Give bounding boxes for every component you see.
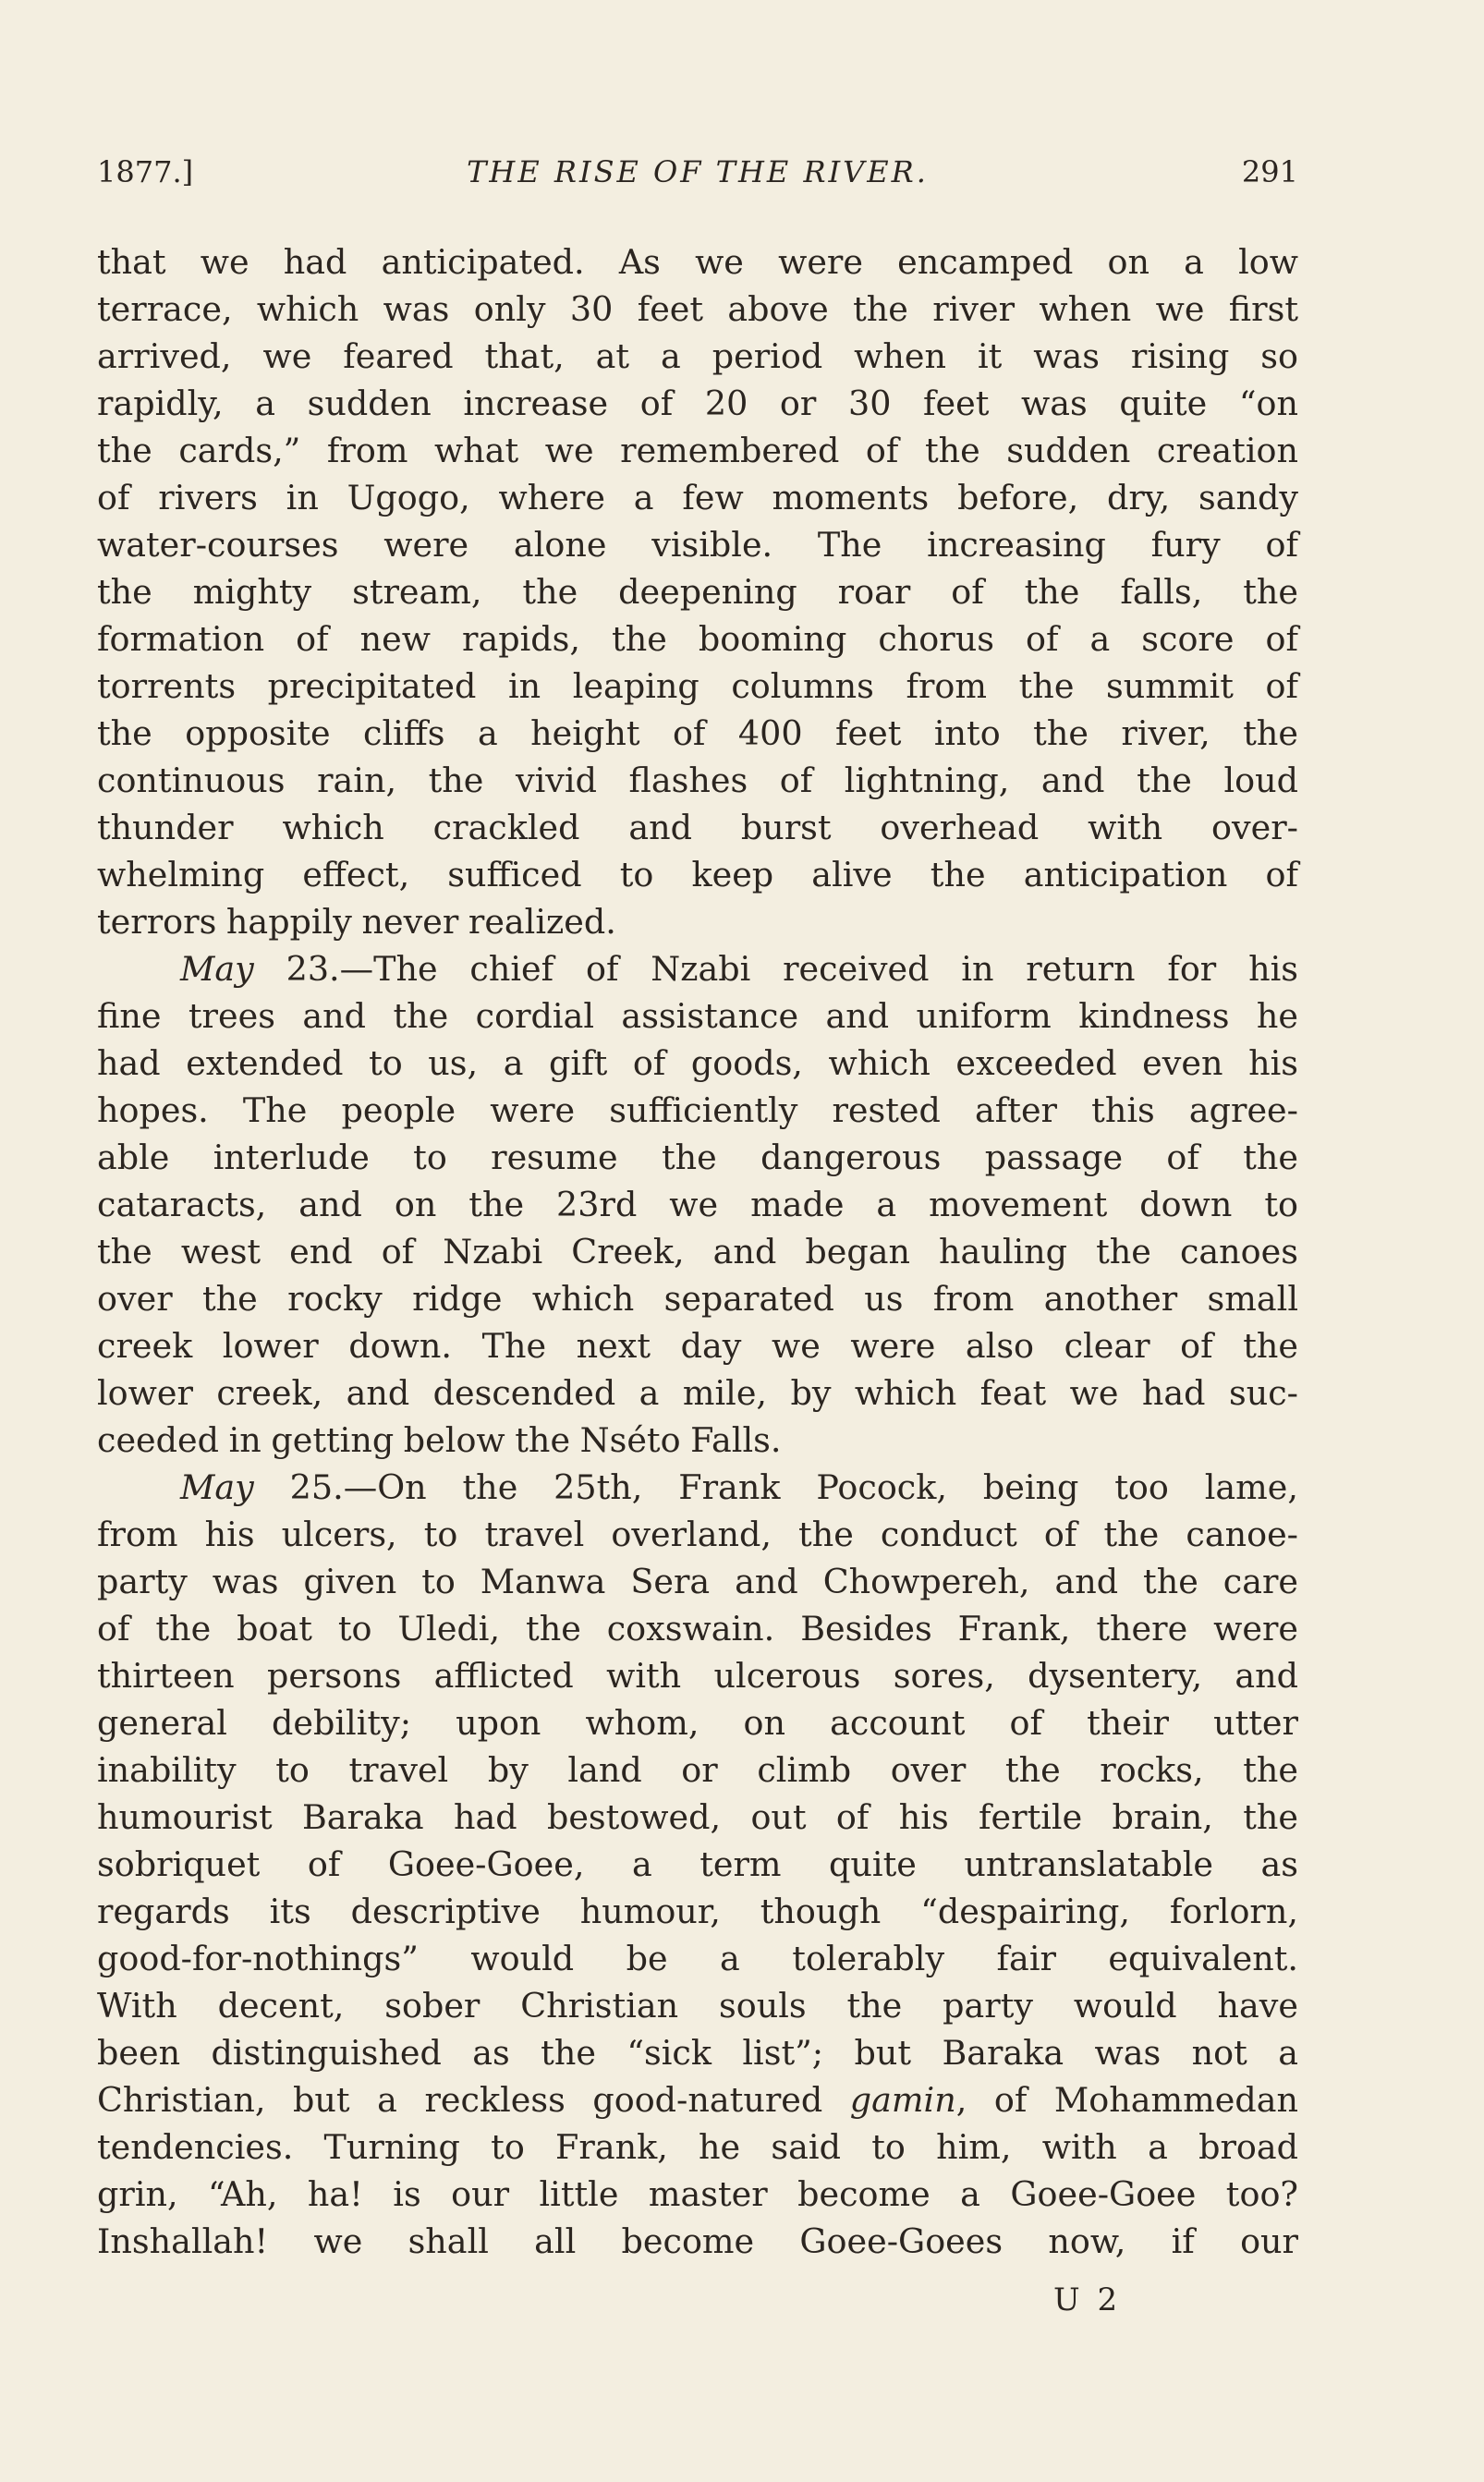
paragraph-opening-line: [97, 1464, 1298, 1511]
line-text: Christian, but a reckless good-natured: [97, 2080, 850, 2120]
text-line: of the boat to Uledi, the coxswain. Besides Frank, there were: [97, 1609, 1298, 1649]
text-line: hopes. The people were sufficiently rested after this agree-: [97, 1090, 1298, 1130]
text-line: rapidly, a sudden increase of 20 or 30 feet was quite “on: [97, 383, 1298, 423]
text-line: sobriquet of Goee-Goee, a term quite untranslatable as: [97, 1844, 1298, 1884]
text-line: With decent, sober Christian souls the party would have: [97, 1986, 1298, 2026]
text-line: that we had anticipated. As we were encamped on a low: [97, 242, 1298, 282]
line-text: , of Mohammedan: [955, 2080, 1298, 2120]
text-line: had extended to us, a gift of goods, which exceeded even his: [97, 1043, 1298, 1083]
text-line: grin, “Ah, ha! is our little master become a Goee-Goee too?: [97, 2174, 1298, 2214]
text-line: humourist Baraka had bestowed, out of his fertile brain, the: [97, 1797, 1298, 1837]
text-line: good-for-nothings” would be a tolerably fair equivalent.: [97, 1939, 1298, 1978]
text-line: thirteen persons afflicted with ulcerous sores, dysentery, and: [97, 1656, 1298, 1696]
text-line: formation of new rapids, the booming chorus of a score of: [97, 619, 1298, 659]
date-italic: May: [180, 949, 254, 989]
text-line: cataracts, and on the 23rd we made a movement down to: [97, 1185, 1298, 1224]
opening-line-text: 25.—On the 25th, Frank Pocock, being too lame,: [253, 1467, 1298, 1507]
text-line: tendencies. Turning to Frank, he said to him, with a broad: [97, 2127, 1298, 2167]
text-line: terrors happily never realized.: [97, 902, 616, 942]
header-year: 1877.]: [97, 154, 194, 189]
text-line: from his ulcers, to travel overland, the conduct of the canoe-: [97, 1515, 1298, 1554]
text-line: whelming effect, sufficed to keep alive the anticipation of: [97, 855, 1298, 894]
body-text: [97, 238, 1298, 2265]
text-line: the cards,” from what we remembered of the sudden creation: [97, 431, 1298, 470]
text-line: thunder which crackled and burst overhead with over-: [97, 808, 1298, 847]
date-italic: May: [180, 1467, 254, 1507]
text-line: fine trees and the cordial assistance and uniform kindness he: [97, 996, 1298, 1036]
text-line: torrents precipitated in leaping columns from the summit of: [97, 666, 1298, 706]
text-line: over the rocky ridge which separated us from another small: [97, 1279, 1298, 1319]
text-line: arrived, we feared that, at a period when it was rising so: [97, 336, 1298, 376]
text-line: able interlude to resume the dangerous passage of the: [97, 1138, 1298, 1177]
text-line: lower creek, and descended a mile, by which feat we had suc-: [97, 1373, 1298, 1413]
text-line: the opposite cliffs a height of 400 feet into the river, the: [97, 713, 1298, 753]
text-line: the mighty stream, the deepening roar of the falls, the: [97, 572, 1298, 612]
italic-word: gamin: [849, 2080, 956, 2120]
text-line: general debility; upon whom, on account of their utter: [97, 1703, 1298, 1743]
text-line: party was given to Manwa Sera and Chowpereh, and the care: [97, 1562, 1298, 1601]
text-line: regards its descriptive humour, though “despairing, forlorn,: [97, 1892, 1298, 1931]
text-line: creek lower down. The next day we were also clear of the: [97, 1326, 1298, 1366]
opening-line-text: 23.—The chief of Nzabi received in return for his: [253, 949, 1298, 989]
header-title: THE RISE OF THE RIVER.: [467, 154, 929, 189]
text-line: Inshallah! we shall all become Goee-Goees now, if our: [97, 2221, 1298, 2261]
text-line: water-courses were alone visible. The increasing fury of: [97, 525, 1298, 565]
text-line: terrace, which was only 30 feet above the river when we first: [97, 289, 1298, 329]
paragraph-opening-line: [97, 945, 1298, 992]
page-number: 291: [1241, 154, 1298, 189]
signature-mark: U 2: [1053, 2281, 1122, 2318]
text-line: inability to travel by land or climb over the rocks, the: [97, 1750, 1298, 1790]
text-line: continuous rain, the vivid flashes of lightning, and the loud: [97, 760, 1298, 800]
text-line-with-italic: [97, 2076, 1298, 2123]
running-head: [97, 150, 1298, 194]
text-line: the west end of Nzabi Creek, and began hauling the canoes: [97, 1232, 1298, 1271]
text-line: ceeded in getting below the Nséto Falls.: [97, 1420, 782, 1460]
text-line: been distinguished as the “sick list”; but Baraka was not a: [97, 2033, 1298, 2073]
text-line: of rivers in Ugogo, where a few moments before, dry, sandy: [97, 478, 1298, 517]
